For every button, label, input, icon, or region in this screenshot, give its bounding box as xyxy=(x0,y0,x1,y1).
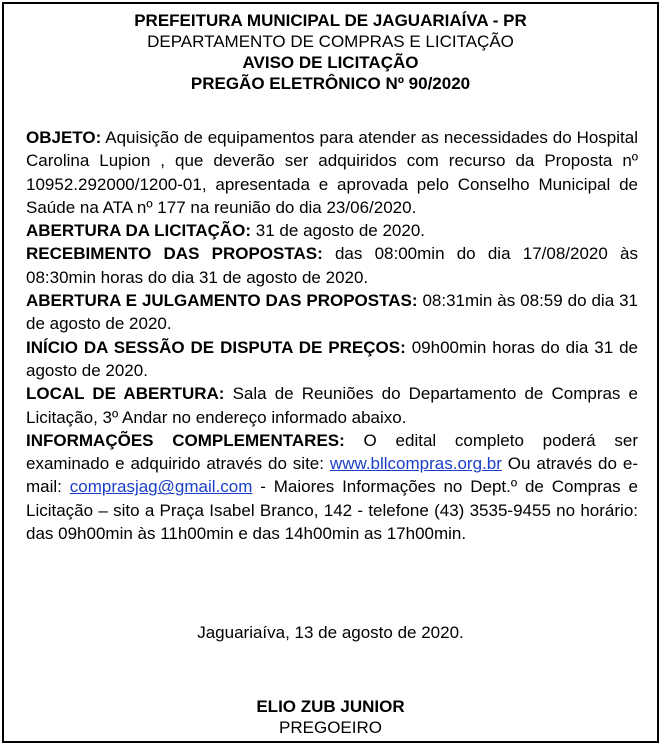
info-label: INFORMAÇÕES COMPLEMENTARES: xyxy=(26,430,345,450)
info-text-2: Ou através do e-mail: xyxy=(26,454,638,497)
auction-number: PREGÃO ELETRÔNICO Nº 90/2020 xyxy=(190,74,471,93)
notice-body xyxy=(26,126,638,545)
info-text-3: - Maiores Informações no Dept.º de Compras e Licitação – sito a Praça Isabel Branco, 142 - telefone (43) 3535-9455 no horário: das 09h00min às 11h00min e das 14h00min as 17h00min. xyxy=(26,477,638,544)
recebimento-text: das 08:00min do dia 17/08/2020 às 08:30min horas do dia 31 de agosto de 2020. xyxy=(26,244,638,287)
signatory-role: PREGOEIRO xyxy=(279,718,382,737)
signatory-name: ELIO ZUB JUNIOR xyxy=(256,697,405,716)
abertura-text: 31 de agosto de 2020. xyxy=(251,221,426,241)
local-text: Sala de Reuniões do Departamento de Compras e Licitação, 3º Andar no endereço informado abaixo. xyxy=(26,384,638,427)
julgamento-paragraph xyxy=(26,289,638,336)
objeto-paragraph xyxy=(26,126,638,219)
info-text-1: O edital completo poderá ser examinado e adquirido através do site: xyxy=(26,430,638,474)
abertura-label: ABERTURA DA LICITAÇÃO: xyxy=(26,221,252,241)
site-link[interactable]: www.bllcompras.org.br xyxy=(329,454,502,474)
notice-frame xyxy=(2,2,659,743)
abertura-paragraph xyxy=(26,219,638,242)
objeto-text: Aquisição de equipamentos para atender as necessidades do Hospital Carolina Lupion , que deverão ser adquiridos com recurso da Proposta nº 10952.292000/1200-01, apresentada e aprovada pelo Conselho Municipal de Saúde na ATA nº 177 na reunião do dia 23/06/2020. xyxy=(26,128,638,217)
julgamento-text: 08:31min às 08:59 do dia 31 de agosto de 2020. xyxy=(26,291,638,334)
julgamento-label: ABERTURA E JULGAMENTO DAS PROPOSTAS: xyxy=(26,291,418,311)
disputa-text: 09h00min horas do dia 31 de agosto de 2020. xyxy=(26,337,638,380)
municipality-title: PREFEITURA MUNICIPAL DE JAGUARIAÍVA - PR xyxy=(134,11,527,30)
disputa-label: INÍCIO DA SESSÃO DE DISPUTA DE PREÇOS: xyxy=(26,337,406,357)
local-label: LOCAL DE ABERTURA: xyxy=(26,384,225,404)
info-paragraph xyxy=(26,429,638,545)
local-paragraph xyxy=(26,382,638,429)
date-line: Jaguariaíva, 13 de agosto de 2020. xyxy=(197,623,464,642)
signature-block xyxy=(4,696,657,738)
recebimento-paragraph xyxy=(26,242,638,289)
notice-title: AVISO DE LICITAÇÃO xyxy=(242,53,419,72)
notice-header xyxy=(4,10,657,94)
department-title: DEPARTAMENTO DE COMPRAS E LICITAÇÃO xyxy=(147,32,514,51)
recebimento-label: RECEBIMENTO DAS PROPOSTAS: xyxy=(26,244,323,264)
disputa-paragraph xyxy=(26,336,638,383)
objeto-label: OBJETO: xyxy=(26,128,102,147)
email-link[interactable]: comprasjag@gmail.com xyxy=(69,477,253,497)
